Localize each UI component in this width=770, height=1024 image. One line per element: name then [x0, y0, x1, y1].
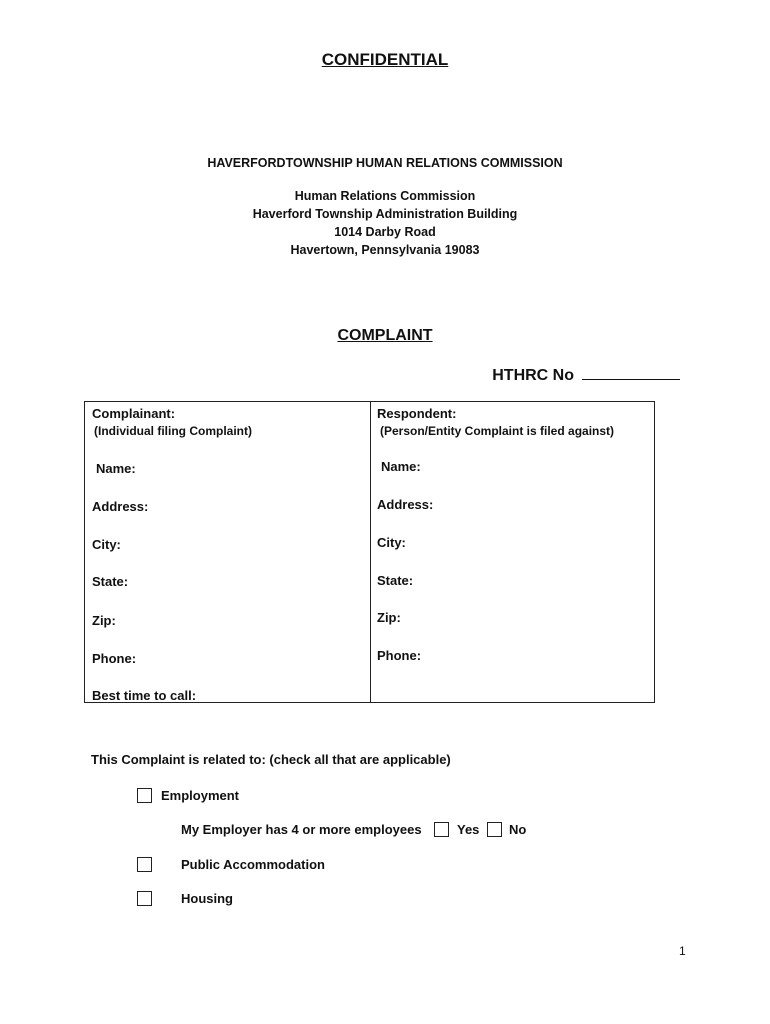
employer-question-label: My Employer has 4 or more employees: [181, 822, 422, 837]
complainant-zip-field[interactable]: Zip:: [92, 613, 116, 628]
related-prompt: This Complaint is related to: (check all that are applicable): [91, 752, 451, 767]
employment-checkbox[interactable]: [137, 788, 152, 803]
respondent-city-field[interactable]: City:: [377, 535, 406, 550]
employment-label: Employment: [161, 788, 240, 803]
parties-table: [84, 401, 655, 703]
public-accommodation-checkbox[interactable]: [137, 857, 152, 872]
complainant-city-field[interactable]: City:: [92, 537, 121, 552]
respondent-address-field[interactable]: Address:: [377, 497, 434, 512]
address-line: 1014 Darby Road: [334, 225, 436, 239]
complainant-name-field[interactable]: Name:: [96, 461, 136, 476]
housing-checkbox[interactable]: [137, 891, 152, 906]
employer-no-label: No: [509, 822, 527, 837]
complainant-address-field[interactable]: Address:: [92, 499, 149, 514]
respondent-name-field[interactable]: Name:: [381, 459, 421, 474]
page-number: 1: [679, 944, 686, 958]
confidential-label: CONFIDENTIAL: [321, 50, 449, 69]
address-line: Havertown, Pennsylvania 19083: [290, 243, 480, 257]
employer-no-checkbox[interactable]: [487, 822, 502, 837]
commission-heading: HAVERFORDTOWNSHIP HUMAN RELATIONS COMMISSION: [207, 156, 563, 170]
respondent-phone-field[interactable]: Phone:: [377, 648, 422, 663]
complainant-subheading: (Individual filing Complaint): [94, 424, 252, 438]
address-line: Haverford Township Administration Building: [252, 207, 518, 221]
complainant-heading: Complainant:: [92, 406, 176, 421]
respondent-heading: Respondent:: [377, 406, 457, 421]
address-line: Human Relations Commission: [294, 189, 476, 203]
respondent-state-field[interactable]: State:: [377, 573, 414, 588]
table-divider: [370, 402, 371, 702]
complainant-phone-field[interactable]: Phone:: [92, 651, 137, 666]
employer-yes-checkbox[interactable]: [434, 822, 449, 837]
complainant-state-field[interactable]: State:: [92, 574, 129, 589]
respondent-zip-field[interactable]: Zip:: [377, 610, 401, 625]
hthrc-label: HTHRC No: [492, 367, 574, 384]
respondent-subheading: (Person/Entity Complaint is filed against): [380, 424, 615, 438]
complaint-title: COMPLAINT: [337, 327, 433, 344]
complainant-best-time-field[interactable]: Best time to call:: [92, 688, 197, 703]
public-accommodation-label: Public Accommodation: [181, 857, 325, 872]
housing-label: Housing: [181, 891, 233, 906]
employer-yes-label: Yes: [457, 822, 480, 837]
hthrc-number: [492, 365, 680, 385]
hthrc-number-field[interactable]: [582, 365, 680, 380]
